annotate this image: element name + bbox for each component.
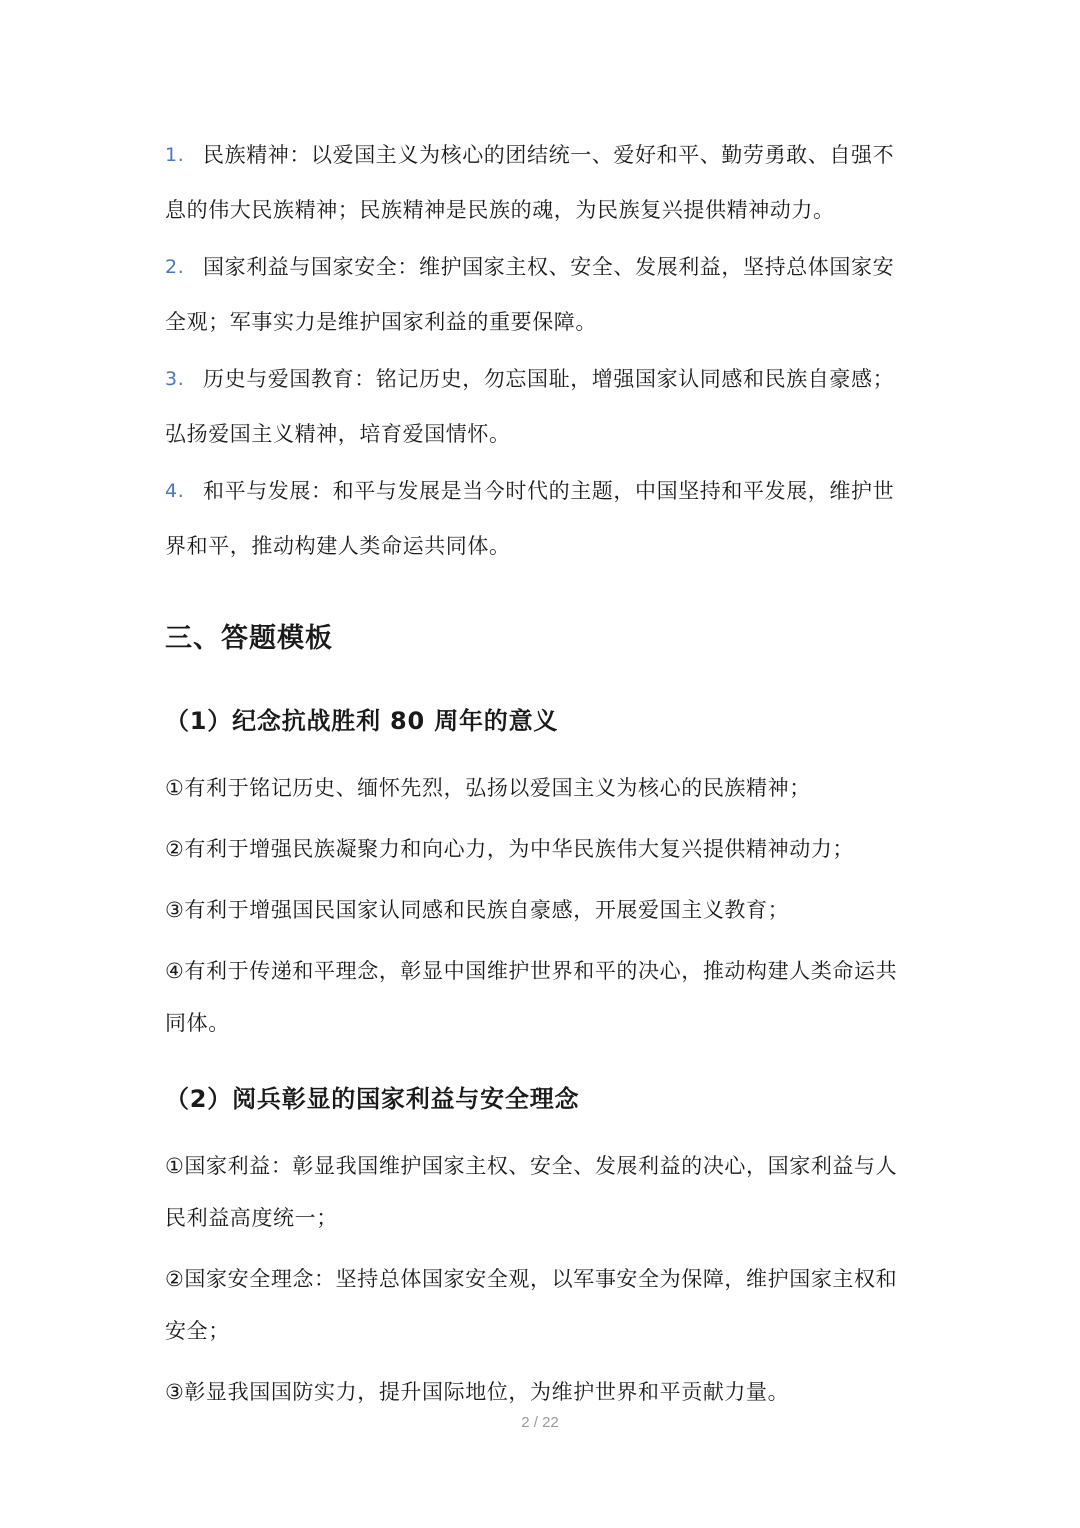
list-number: 1.	[165, 144, 185, 166]
paragraph: ①国家利益：彰显我国维护国家主权、安全、发展利益的决心，国家利益与人民利益高度统一；	[165, 1154, 898, 1230]
list-number: 4.	[165, 480, 185, 502]
paragraph: ③有利于增强国民国家认同感和民族自豪感，开展爱国主义教育；	[165, 898, 790, 922]
list-item	[165, 128, 915, 238]
list-number: 2.	[165, 256, 185, 278]
paragraph: ④有利于传递和平理念，彰显中国维护世界和平的决心，推动构建人类命运共同体。	[165, 959, 898, 1035]
list-item	[165, 240, 915, 350]
paragraph: ②有利于增强民族凝聚力和向心力，为中华民族伟大复兴提供精神动力；	[165, 837, 855, 861]
list-text: 和平与发展：和平与发展是当今时代的主题，中国坚持和平发展，维护世界和平，推动构建人类命运共同体。	[165, 479, 895, 558]
document-content	[165, 128, 915, 1427]
list-item	[165, 464, 915, 574]
list-number: 3.	[165, 368, 185, 390]
list-text: 历史与爱国教育：铭记历史，勿忘国耻，增强国家认同感和民族自豪感；弘扬爱国主义精神，培育爱国情怀。	[165, 367, 895, 446]
page-indicator: 2 / 22	[521, 1414, 559, 1431]
paragraph: ②国家安全理念：坚持总体国家安全观，以军事安全为保障，维护国家主权和安全；	[165, 1267, 898, 1343]
subsection-title: （1）纪念抗战胜利 80 周年的意义	[165, 707, 559, 735]
list-text: 民族精神：以爱国主义为核心的团结统一、爱好和平、勤劳勇敢、自强不息的伟大民族精神；民族精神是民族的魂，为民族复兴提供精神动力。	[165, 143, 895, 222]
list-item	[165, 352, 915, 462]
paragraph: ③彰显我国国防实力，提升国际地位，为维护世界和平贡献力量。	[165, 1380, 790, 1404]
paragraph: ①有利于铭记历史、缅怀先烈，弘扬以爱国主义为核心的民族精神；	[165, 776, 811, 800]
list-text: 国家利益与国家安全：维护国家主权、安全、发展利益，坚持总体国家安全观；军事实力是维护国家利益的重要保障。	[165, 255, 895, 334]
subsection-title: （2）阅兵彰显的国家利益与安全理念	[165, 1085, 580, 1113]
section-title: 三、答题模板	[165, 623, 333, 654]
